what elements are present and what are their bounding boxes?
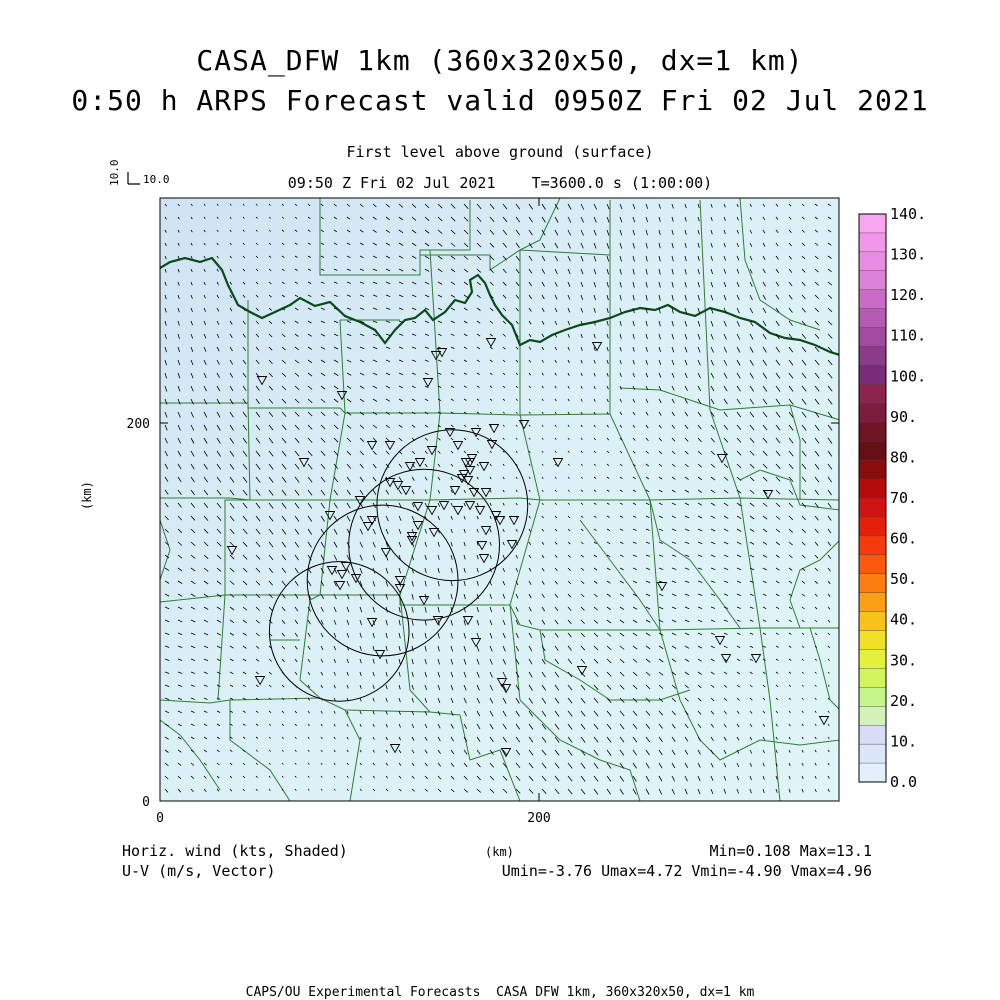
colorbar-swatch [859, 517, 886, 536]
colorbar-label: 70. [890, 489, 918, 507]
colorbar-label: 140. [890, 205, 927, 223]
colorbar-swatch [859, 498, 886, 517]
reference-vector-icon [128, 172, 140, 184]
colorbar [859, 214, 886, 782]
colorbar-swatch [859, 649, 886, 668]
colorbar-swatch [859, 706, 886, 725]
colorbar-swatch [859, 403, 886, 422]
colorbar-label: 20. [890, 691, 918, 710]
colorbar-swatch [859, 687, 886, 706]
colorbar-swatch [859, 384, 886, 403]
title-line1: CASA_DFW 1km (360x320x50, dx=1 km) [196, 44, 804, 77]
colorbar-swatch [859, 290, 886, 309]
stats-u-v-range: Umin=-3.76 Umax=4.72 Vmin=-4.90 Vmax=4.96 [501, 862, 872, 880]
colorbar-swatch [859, 763, 886, 782]
colorbar-swatch [859, 365, 886, 384]
colorbar-swatch [859, 725, 886, 744]
colorbar-swatch [859, 233, 886, 252]
colorbar-label: 110. [890, 326, 927, 345]
colorbar-swatch [859, 668, 886, 687]
y-axis-label: (km) [80, 481, 94, 510]
footer-credit: CAPS/OU Experimental Forecasts CASA DFW 1km, 360x320x50, dx=1 km [245, 985, 755, 1000]
legend-vector-field: U-V (m/s, Vector) [122, 862, 276, 880]
colorbar-swatch [859, 214, 886, 233]
colorbar-swatch [859, 271, 886, 290]
colorbar-label: 100. [890, 367, 927, 386]
colorbar-swatch [859, 593, 886, 612]
colorbar-label: 130. [890, 245, 927, 264]
reference-vector-vertical-label: 10.0 [108, 159, 121, 186]
colorbar-swatch [859, 479, 886, 498]
colorbar-swatch [859, 555, 886, 574]
colorbar-label: 80. [890, 448, 918, 467]
x-axis-label: (km) [485, 845, 514, 859]
legend-shaded-field: Horiz. wind (kts, Shaded) [122, 842, 348, 860]
colorbar-swatch [859, 460, 886, 479]
subtitle-time: 09:50 Z Fri 02 Jul 2021 T=3600.0 s (1:00:00) [287, 174, 713, 192]
colorbar-labels [890, 205, 926, 791]
colorbar-swatch [859, 347, 886, 366]
x-tick-label-0: 0 [156, 811, 164, 826]
colorbar-swatch [859, 309, 886, 328]
colorbar-swatch [859, 252, 886, 271]
x-tick-label-200: 200 [527, 811, 551, 826]
colorbar-swatch [859, 536, 886, 555]
colorbar-swatch [859, 422, 886, 441]
colorbar-swatch [859, 612, 886, 631]
subtitle-level: First level above ground (surface) [346, 143, 654, 161]
colorbar-label: 30. [890, 651, 918, 670]
colorbar-swatch [859, 631, 886, 650]
colorbar-swatch [859, 574, 886, 593]
colorbar-swatch [859, 328, 886, 347]
colorbar-label: 10. [890, 732, 918, 751]
stats-min-max: Min=0.108 Max=13.1 [709, 842, 872, 860]
title-line2: 0:50 h ARPS Forecast valid 0950Z Fri 02 Jul 2021 [71, 84, 929, 117]
colorbar-label: 50. [890, 570, 918, 589]
colorbar-label: 0.0 [890, 773, 918, 791]
reference-vector-horizontal-label: 10.0 [143, 173, 170, 186]
colorbar-label: 120. [890, 286, 927, 305]
y-tick-label-200: 200 [126, 417, 150, 432]
colorbar-label: 40. [890, 610, 918, 629]
colorbar-swatch [859, 744, 886, 763]
colorbar-swatch [859, 441, 886, 460]
colorbar-label: 60. [890, 529, 918, 548]
y-tick-label-0: 0 [142, 795, 150, 810]
colorbar-label: 90. [890, 407, 918, 426]
